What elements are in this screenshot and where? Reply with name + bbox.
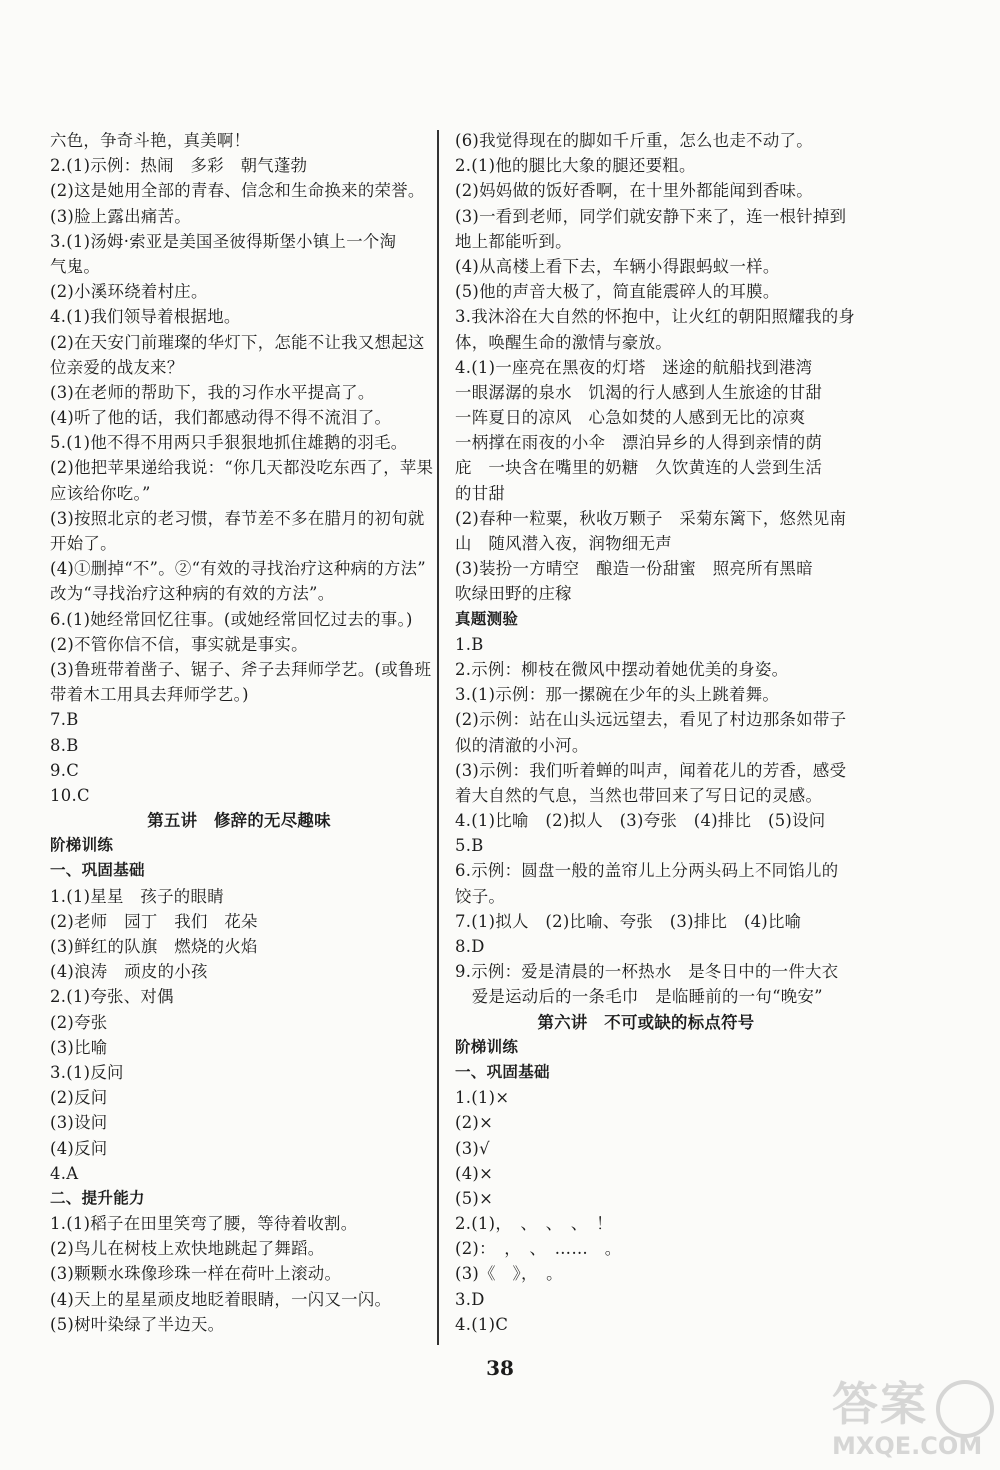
answer-line: 六色，争奇斗艳，真美啊！ [50,131,251,150]
answer-line: (2)妈妈做的饭好香啊，在十里外都能闻到香味。 [455,181,813,201]
answer-line: (2)春种一粒粟，秋收万颗子 采菊东篱下，悠然见南 [455,508,847,528]
answer-line: (2)示例：站在山头远远望去，看见了村边那条如带子 [455,710,847,730]
answer-line: 3.(1)反问 [50,1062,124,1082]
answer-line: 2.(1)他的腿比大象的腿还要粗。 [455,156,696,176]
answer-line: (2)夸张 [50,1012,108,1032]
answer-line: 改为“寻找治疗这种病的有效的方法”。 [50,584,335,604]
answer-line: 6.示例：圆盘一般的盖帘儿上分两头码上不同馅儿的 [455,861,839,881]
answer-line: (3)鲜红的队旗 燃烧的火焰 [50,937,258,956]
section-heading: 真题测验 [455,609,519,628]
answer-line: 2.(1)， 、 、 、 ！ [455,1214,613,1234]
answer-line: (2)这是她用全部的青春、信念和生命换来的荣誉。 [50,181,425,201]
answer-line: 着大自然的气息，当然也带回来了写日记的灵感。 [455,785,823,805]
answer-line: 3.(1)示例：那一摞碗在少年的头上跳着舞。 [455,685,780,705]
answer-line: (2)老师 园丁 我们 花朵 [50,911,258,931]
answer-line: 3.我沐浴在大自然的怀抱中，让火红的朝阳照耀我的身 [455,307,856,327]
answer-line: 位亲爱的战友来？ [50,357,184,377]
answer-line: (3)示例：我们听着蝉的叫声，闻着花儿的芳香，感受 [455,760,847,780]
answer-line: 吹绿田野的庄稼 [455,584,572,604]
answer-line: (4)听了他的话，我们都感动得不得不流泪了。 [50,408,392,428]
answer-line: 4.(1)比喻 (2)拟人 (3)夸张 (4)排比 (5)设问 [455,811,826,831]
section-title: 第六讲 不可或缺的标点符号 [537,1012,755,1032]
answer-line: (4)从高楼上看下去，车辆小得跟蚂蚁一样。 [455,256,780,276]
answer-line: 地上都能听到。 [455,231,572,251]
answer-line: 4.(1)我们领导着根据地。 [50,307,241,327]
section-title: 第五讲 修辞的无尽趣味 [147,811,331,831]
answer-line: 2.(1)夸张、对偶 [50,987,174,1007]
answer-line: 1.B [455,634,484,654]
answer-line: (2)× [455,1113,494,1133]
answer-line: 似的清澈的小河。 [455,735,589,755]
watermark-url: MXQE.COM [832,1432,983,1460]
answer-line: 7.B [50,710,79,730]
watermark-logo [832,1378,992,1464]
answer-line: 2.(1)示例：热闹 多彩 朝气蓬勃 [50,156,308,176]
answer-line: 4.A [50,1163,79,1183]
answer-line: (2)不管你信不信，事实就是事实。 [50,634,308,654]
answer-line: (2)： ， 、 …… 。 [455,1239,622,1259]
answer-line: 庇 一块含在嘴里的奶糖 久饮黄连的人尝到生活 [455,458,823,478]
answer-line: 一阵夏日的凉风 心急如焚的人感到无比的凉爽 [455,408,806,428]
answer-line: (3)比喻 [50,1037,108,1057]
section-heading: 阶梯训练 [50,836,114,855]
answer-line: (4)①删掉“不”。②“有效的寻找治疗这种病的方法” [50,559,426,579]
answer-line: 体，唤醒生命的激情与豪放。 [455,332,672,352]
answer-line: 4.(1)一座亮在黑夜的灯塔 迷途的航船找到港湾 [455,357,813,377]
page-number: 38 [486,1356,514,1380]
section-heading: 一、巩固基础 [455,1062,550,1081]
answer-line: (3)√ [455,1138,490,1158]
answer-line: 6.(1)她经常回忆往事。(或她经常回忆过去的事。) [50,609,413,629]
left-column [50,128,434,1337]
answer-line: (3)装扮一方晴空 酿造一份甜蜜 照亮所有黑暗 [455,559,813,579]
answer-line: 开始了。 [50,534,117,553]
answer-line: 1.(1)星星 孩子的眼睛 [50,886,224,906]
answer-line: 7.(1)拟人 (2)比喻、夸张 (3)排比 (4)比喻 [455,911,802,931]
answer-line: (5)× [455,1188,494,1208]
section-heading: 阶梯训练 [455,1037,519,1056]
answer-line: (3)在老师的帮助下，我的习作水平提高了。 [50,382,375,402]
answer-line: 饺子。 [455,886,506,906]
answer-line: 应该给你吃。” [50,483,151,503]
answer-line: (5)他的声音大极了，简直能震碎人的耳膜。 [455,282,780,302]
answer-line: (2)小溪环绕着村庄。 [50,282,208,302]
section-heading: 一、巩固基础 [50,861,145,880]
answer-line: (2)他把苹果递给我说：“你几天都没吃东西了，苹果 [50,458,434,478]
answer-line: (2)反问 [50,1088,108,1108]
answer-line: 山 随风潜入夜，润物细无声 [455,534,672,553]
answer-line: (3)一看到老师，同学们就安静下来了，连一根针掉到 [455,206,847,226]
column-divider [437,130,439,1345]
answer-line: 气鬼。 [50,256,101,276]
answer-line: (2)鸟儿在树枝上欢快地跳起了舞蹈。 [50,1239,325,1259]
answer-line: 5.(1)他不得不用两只手狠狠地抓住雄鹅的羽毛。 [50,433,408,453]
answer-line: 爱是运动后的一条毛巾 是临睡前的一句“晚安” [455,987,823,1007]
answer-line: (4)× [455,1163,494,1183]
answer-line: (4)天上的星星顽皮地眨着眼睛，一闪又一闪。 [50,1289,392,1309]
answer-line: (3)《 》， 。 [455,1264,563,1284]
answer-line: 10.C [50,785,90,805]
answer-line: (2)在天安门前璀璨的华灯下，怎能不让我又想起这 [50,332,425,352]
answer-line: 8.D [455,937,485,956]
answer-line: 2.示例：柳枝在微风中摆动着她优美的身姿。 [455,659,789,679]
answer-line: (4)反问 [50,1138,108,1158]
answer-line: 一柄撑在雨夜的小伞 漂泊异乡的人得到亲情的荫 [455,433,823,453]
watermark-text: 答案 [832,1377,928,1431]
answer-line: 1.(1)× [455,1088,510,1108]
answer-line: 5.B [455,836,484,856]
answer-line: 带着木工用具去拜师学艺。) [50,685,249,705]
right-column [455,128,856,1337]
answer-line: (3)颗颗水珠像珍珠一样在荷叶上滚动。 [50,1264,342,1284]
answer-line: (4)浪涛 顽皮的小孩 [50,962,208,982]
answer-line: 3.D [455,1289,485,1309]
answer-line: 9.C [50,760,80,780]
section-heading: 二、提升能力 [50,1188,145,1207]
answer-line: 的甘甜 [455,483,506,503]
answer-line: (3)鲁班带着凿子、锯子、斧子去拜师学艺。(或鲁班 [50,659,432,679]
answer-line: 8.B [50,735,79,755]
answer-line: 3.(1)汤姆·索亚是美国圣彼得斯堡小镇上一个淘 [50,231,397,251]
answer-line: (3)设问 [50,1113,108,1133]
answer-line: (3)按照北京的老习惯，春节差不多在腊月的初旬就 [50,508,425,528]
answer-line: 4.(1)C [455,1314,509,1334]
answer-line: 一眼潺潺的泉水 饥渴的行人感到人生旅途的甘甜 [455,382,823,402]
answer-line: (3)脸上露出痛苦。 [50,206,191,226]
answer-line: (5)树叶染绿了半边天。 [50,1314,225,1334]
watermark-circle-icon [936,1380,994,1438]
answer-line: (6)我觉得现在的脚如千斤重，怎么也走不动了。 [455,131,813,150]
answer-line: 9.示例：爱是清晨的一杯热水 是冬日中的一件大衣 [455,962,839,982]
answer-line: 1.(1)稻子在田里笑弯了腰，等待着收割。 [50,1214,358,1234]
